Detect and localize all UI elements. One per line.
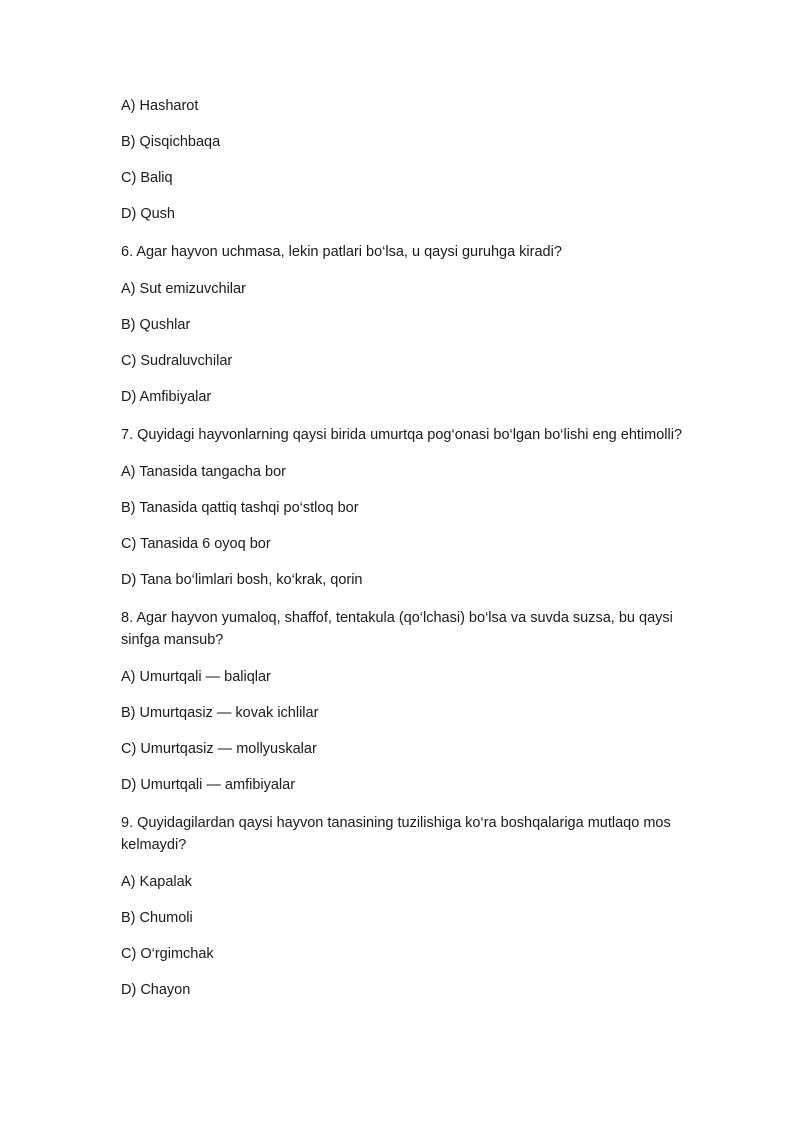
answer-option: A) Hasharot: [121, 98, 199, 114]
answer-option: D) Qush: [121, 206, 175, 222]
answer-option: B) Chumoli: [121, 910, 193, 926]
quiz-content: [121, 97, 691, 1017]
answer-option: B) Qisqichbaqa: [121, 134, 221, 150]
answer-option: A) Tanasida tangacha bor: [121, 464, 286, 480]
answer-option: A) Kapalak: [121, 874, 192, 890]
question-8: 8. Agar hayvon yumaloq, shaffof, tentakula (qo‘lchasi) bo‘lsa va suvda suzsa, bu qaysi sinfga mansub?: [121, 610, 673, 648]
question-6: 6. Agar hayvon uchmasa, lekin patlari bo‘lsa, u qaysi guruhga kiradi?: [121, 244, 562, 260]
answer-option: C) O‘rgimchak: [121, 946, 214, 962]
answer-option: D) Tana bo‘limlari bosh, ko‘krak, qorin: [121, 572, 363, 588]
answer-option: C) Umurtqasiz — mollyuskalar: [121, 741, 317, 757]
question-7: 7. Quyidagi hayvonlarning qaysi birida umurtqa pog‘onasi bo‘lgan bo‘lishi eng ehtimolli?: [121, 427, 683, 443]
answer-option: D) Chayon: [121, 982, 191, 998]
answer-option: B) Qushlar: [121, 317, 191, 333]
answer-option: D) Umurtqali — amfibiyalar: [121, 777, 296, 793]
answer-option: A) Umurtqali — baliqlar: [121, 669, 271, 685]
answer-option: B) Umurtqasiz — kovak ichlilar: [121, 705, 319, 721]
answer-option: B) Tanasida qattiq tashqi po‘stloq bor: [121, 500, 359, 516]
question-9: 9. Quyidagilardan qaysi hayvon tanasining tuzilishiga ko‘ra boshqalariga mutlaqo mos kelmaydi?: [121, 815, 671, 853]
answer-option: D) Amfibiyalar: [121, 389, 212, 405]
answer-option: C) Tanasida 6 oyoq bor: [121, 536, 271, 552]
answer-option: C) Baliq: [121, 170, 173, 186]
answer-option: A) Sut emizuvchilar: [121, 281, 246, 297]
answer-option: C) Sudraluvchilar: [121, 353, 233, 369]
